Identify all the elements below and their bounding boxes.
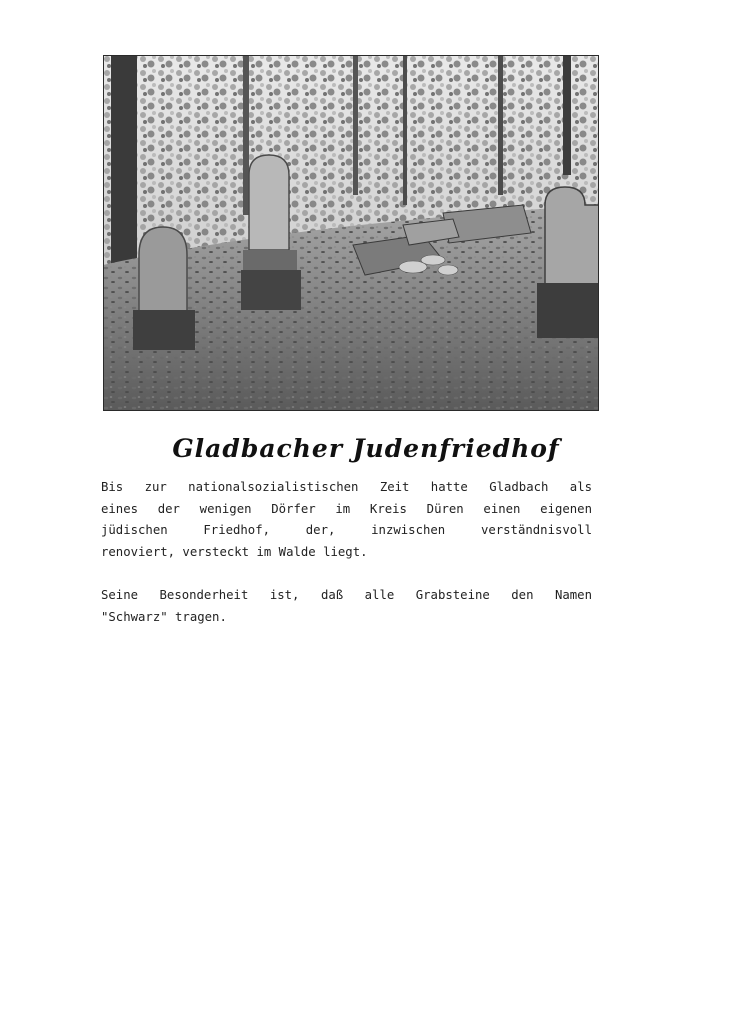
paragraph-history: [101, 477, 592, 563]
text-line: eines der wenigen Dörfer im Kreis Düren einen eigenen: [101, 501, 592, 516]
text-line: renoviert, versteckt im Walde liegt.: [101, 544, 368, 559]
document-title: Gladbacher Judenfriedhof: [172, 434, 560, 463]
text-line: Bis zur nationalsozialistischen Zeit hatte Gladbach als: [101, 480, 592, 494]
cemetery-photo: [103, 55, 599, 411]
text-line: Seine Besonderheit ist, daß alle Grabsteine den Namen: [101, 588, 592, 602]
paragraph-special-feature: [101, 585, 592, 628]
text-line: jüdischen Friedhof, der, inzwischen verständnisvoll: [101, 523, 592, 537]
text-line: "Schwarz" tragen.: [101, 609, 227, 624]
